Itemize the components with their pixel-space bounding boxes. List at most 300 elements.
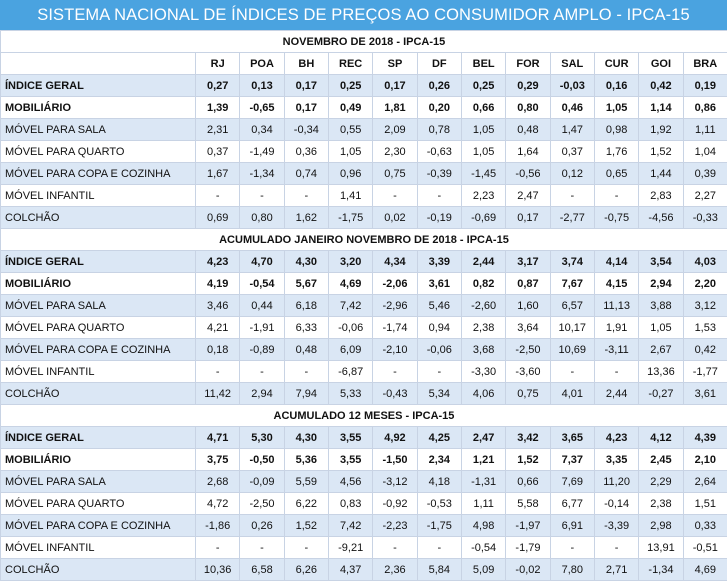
table-cell: -0,34 bbox=[284, 119, 328, 141]
table-cell: -1,91 bbox=[240, 317, 284, 339]
table-cell: -1,34 bbox=[240, 163, 284, 185]
table-cell: 3,39 bbox=[417, 251, 461, 273]
table-cell: 5,67 bbox=[284, 273, 328, 295]
table-cell: 5,36 bbox=[284, 449, 328, 471]
table-cell: -1,31 bbox=[461, 471, 505, 493]
table-row bbox=[1, 339, 727, 361]
table-row bbox=[1, 251, 727, 273]
table-cell: - bbox=[196, 537, 240, 559]
table-cell: 2,27 bbox=[683, 185, 727, 207]
table-cell: -2,96 bbox=[373, 295, 417, 317]
table-cell: 11,20 bbox=[594, 471, 638, 493]
table-cell: 1,21 bbox=[461, 449, 505, 471]
table-cell: 1,92 bbox=[639, 119, 683, 141]
table-cell: 1,52 bbox=[639, 141, 683, 163]
table-row bbox=[1, 75, 727, 97]
table-cell: 0,26 bbox=[417, 75, 461, 97]
table-cell: 0,80 bbox=[506, 97, 550, 119]
table-cell: 11,13 bbox=[594, 295, 638, 317]
table-cell: -1,75 bbox=[328, 207, 372, 229]
table-cell: 3,61 bbox=[417, 273, 461, 295]
table-cell: - bbox=[373, 185, 417, 207]
row-label: ÍNDICE GERAL bbox=[1, 427, 196, 449]
row-label: COLCHÃO bbox=[1, 207, 196, 229]
table-cell: 0,75 bbox=[373, 163, 417, 185]
table-cell: 4,01 bbox=[550, 383, 594, 405]
table-cell: 0,49 bbox=[328, 97, 372, 119]
table-cell: 4,30 bbox=[284, 251, 328, 273]
table-cell: 0,34 bbox=[240, 119, 284, 141]
table-cell: 6,58 bbox=[240, 559, 284, 581]
row-label: ÍNDICE GERAL bbox=[1, 251, 196, 273]
row-label: MÓVEL INFANTIL bbox=[1, 537, 196, 559]
table-cell: 3,74 bbox=[550, 251, 594, 273]
table-cell: 3,46 bbox=[196, 295, 240, 317]
table-row bbox=[1, 317, 727, 339]
table-cell: 2,68 bbox=[196, 471, 240, 493]
table-cell: 5,34 bbox=[417, 383, 461, 405]
table-row bbox=[1, 185, 727, 207]
row-label: MÓVEL PARA QUARTO bbox=[1, 141, 196, 163]
table-cell: 1,52 bbox=[284, 515, 328, 537]
table-cell: - bbox=[284, 537, 328, 559]
table-cell: 5,46 bbox=[417, 295, 461, 317]
table-cell: -0,06 bbox=[328, 317, 372, 339]
section-heading-row bbox=[1, 229, 727, 251]
column-header-row bbox=[1, 53, 727, 75]
table-cell: 0,75 bbox=[506, 383, 550, 405]
table-cell: 0,39 bbox=[683, 163, 727, 185]
table-cell: 11,42 bbox=[196, 383, 240, 405]
table-cell: 0,96 bbox=[328, 163, 372, 185]
table-cell: 0,17 bbox=[284, 75, 328, 97]
table-cell: 4,69 bbox=[683, 559, 727, 581]
table-cell: -1,75 bbox=[417, 515, 461, 537]
row-label: MÓVEL PARA SALA bbox=[1, 119, 196, 141]
row-label: MÓVEL PARA SALA bbox=[1, 295, 196, 317]
table-cell: 4,23 bbox=[594, 427, 638, 449]
table-cell: 1,64 bbox=[506, 141, 550, 163]
table-cell: 0,80 bbox=[240, 207, 284, 229]
row-label: ÍNDICE GERAL bbox=[1, 75, 196, 97]
table-cell: - bbox=[417, 185, 461, 207]
table-cell: 10,36 bbox=[196, 559, 240, 581]
table-cell: 3,20 bbox=[328, 251, 372, 273]
table-row bbox=[1, 295, 727, 317]
table-cell: 1,05 bbox=[594, 97, 638, 119]
table-cell: -1,74 bbox=[373, 317, 417, 339]
table-cell: 0,17 bbox=[506, 207, 550, 229]
table-cell: -9,21 bbox=[328, 537, 372, 559]
table-row bbox=[1, 273, 727, 295]
table-body bbox=[1, 31, 727, 581]
table-cell: 6,22 bbox=[284, 493, 328, 515]
table-cell: -3,11 bbox=[594, 339, 638, 361]
table-cell: 2,44 bbox=[461, 251, 505, 273]
table-cell: -3,60 bbox=[506, 361, 550, 383]
table-cell: -0,53 bbox=[417, 493, 461, 515]
table-row bbox=[1, 559, 727, 581]
table-cell: 0,33 bbox=[683, 515, 727, 537]
table-cell: 1,05 bbox=[461, 119, 505, 141]
column-header: DF bbox=[417, 53, 461, 75]
row-label: MÓVEL PARA COPA E COZINHA bbox=[1, 339, 196, 361]
column-header: BEL bbox=[461, 53, 505, 75]
table-cell: 0,98 bbox=[594, 119, 638, 141]
table-cell: 3,55 bbox=[328, 449, 372, 471]
table-cell: -1,77 bbox=[683, 361, 727, 383]
table-cell: -2,50 bbox=[506, 339, 550, 361]
table-cell: -3,39 bbox=[594, 515, 638, 537]
table-cell: 1,76 bbox=[594, 141, 638, 163]
table-cell: 4,12 bbox=[639, 427, 683, 449]
table-cell: 10,17 bbox=[550, 317, 594, 339]
table-cell: -1,79 bbox=[506, 537, 550, 559]
table-cell: 2,71 bbox=[594, 559, 638, 581]
table-cell: - bbox=[284, 361, 328, 383]
table-cell: -2,50 bbox=[240, 493, 284, 515]
table-cell: -0,50 bbox=[240, 449, 284, 471]
table-cell: -0,06 bbox=[417, 339, 461, 361]
row-label: MÓVEL PARA COPA E COZINHA bbox=[1, 163, 196, 185]
table-cell: - bbox=[196, 361, 240, 383]
row-label: MÓVEL PARA QUARTO bbox=[1, 317, 196, 339]
table-cell: 1,05 bbox=[328, 141, 372, 163]
table-cell: -0,75 bbox=[594, 207, 638, 229]
table-cell: 2,47 bbox=[461, 427, 505, 449]
table-cell: -2,06 bbox=[373, 273, 417, 295]
table-cell: 0,37 bbox=[550, 141, 594, 163]
table-cell: 0,02 bbox=[373, 207, 417, 229]
table-cell: -0,54 bbox=[240, 273, 284, 295]
table-cell: 0,86 bbox=[683, 97, 727, 119]
table-cell: 2,10 bbox=[683, 449, 727, 471]
table-cell: 3,88 bbox=[639, 295, 683, 317]
table-cell: 4,92 bbox=[373, 427, 417, 449]
table-cell: 0,66 bbox=[461, 97, 505, 119]
table-cell: -0,33 bbox=[683, 207, 727, 229]
table-cell: 13,91 bbox=[639, 537, 683, 559]
table-cell: 0,19 bbox=[683, 75, 727, 97]
section-heading-row bbox=[1, 405, 727, 427]
table-cell: -0,39 bbox=[417, 163, 461, 185]
table-cell: -4,56 bbox=[639, 207, 683, 229]
table-cell: 1,51 bbox=[683, 493, 727, 515]
row-label: MÓVEL PARA SALA bbox=[1, 471, 196, 493]
table-cell: 4,15 bbox=[594, 273, 638, 295]
page-title: SISTEMA NACIONAL DE ÍNDICES DE PREÇOS AO CONSUMIDOR AMPLO - IPCA-15 bbox=[0, 0, 727, 30]
table-cell: 0,20 bbox=[417, 97, 461, 119]
table-cell: 2,83 bbox=[639, 185, 683, 207]
table-cell: - bbox=[594, 537, 638, 559]
table-cell: 10,69 bbox=[550, 339, 594, 361]
table-cell: 2,36 bbox=[373, 559, 417, 581]
column-header: FOR bbox=[506, 53, 550, 75]
table-cell: 0,74 bbox=[284, 163, 328, 185]
column-header: BH bbox=[284, 53, 328, 75]
table-cell: 4,34 bbox=[373, 251, 417, 273]
table-cell: 4,69 bbox=[328, 273, 372, 295]
table-cell: - bbox=[373, 361, 417, 383]
table-cell: 2,29 bbox=[639, 471, 683, 493]
table-cell: 2,94 bbox=[240, 383, 284, 405]
table-cell: 7,69 bbox=[550, 471, 594, 493]
table-cell: 6,77 bbox=[550, 493, 594, 515]
table-cell: 3,35 bbox=[594, 449, 638, 471]
table-cell: 0,17 bbox=[373, 75, 417, 97]
table-cell: -0,19 bbox=[417, 207, 461, 229]
table-cell: 0,82 bbox=[461, 273, 505, 295]
column-header: REC bbox=[328, 53, 372, 75]
table-cell: -1,34 bbox=[639, 559, 683, 581]
table-cell: -1,45 bbox=[461, 163, 505, 185]
table-cell: 4,18 bbox=[417, 471, 461, 493]
table-cell: 0,65 bbox=[594, 163, 638, 185]
table-cell: 1,60 bbox=[506, 295, 550, 317]
table-cell: 1,53 bbox=[683, 317, 727, 339]
table-cell: 0,87 bbox=[506, 273, 550, 295]
table-cell: 2,47 bbox=[506, 185, 550, 207]
table-cell: 0,44 bbox=[240, 295, 284, 317]
table-cell: 3,12 bbox=[683, 295, 727, 317]
column-header: SAL bbox=[550, 53, 594, 75]
section-heading: ACUMULADO JANEIRO NOVEMBRO DE 2018 - IPCA-15 bbox=[1, 229, 727, 251]
table-cell: 2,20 bbox=[683, 273, 727, 295]
table-cell: -1,49 bbox=[240, 141, 284, 163]
table-cell: 0,13 bbox=[240, 75, 284, 97]
table-row bbox=[1, 427, 727, 449]
table-cell: 1,62 bbox=[284, 207, 328, 229]
table-cell: 3,17 bbox=[506, 251, 550, 273]
table-cell: 0,17 bbox=[284, 97, 328, 119]
table-cell: 4,98 bbox=[461, 515, 505, 537]
table-cell: 2,30 bbox=[373, 141, 417, 163]
table-cell: -0,09 bbox=[240, 471, 284, 493]
table-cell: -0,54 bbox=[461, 537, 505, 559]
column-header: CUR bbox=[594, 53, 638, 75]
table-cell: -6,87 bbox=[328, 361, 372, 383]
table-cell: 1,05 bbox=[639, 317, 683, 339]
table-cell: 2,44 bbox=[594, 383, 638, 405]
table-cell: - bbox=[594, 185, 638, 207]
column-header: POA bbox=[240, 53, 284, 75]
table-cell: 7,42 bbox=[328, 295, 372, 317]
section-heading: NOVEMBRO DE 2018 - IPCA-15 bbox=[1, 31, 727, 53]
table-cell: 2,67 bbox=[639, 339, 683, 361]
table-cell: 3,75 bbox=[196, 449, 240, 471]
table-cell: -0,65 bbox=[240, 97, 284, 119]
table-cell: 1,11 bbox=[461, 493, 505, 515]
table-cell: - bbox=[594, 361, 638, 383]
table-cell: - bbox=[550, 185, 594, 207]
table-row bbox=[1, 383, 727, 405]
table-cell: 2,34 bbox=[417, 449, 461, 471]
table-cell: 0,83 bbox=[328, 493, 372, 515]
table-cell: - bbox=[550, 361, 594, 383]
table-cell: 1,67 bbox=[196, 163, 240, 185]
table-cell: 4,56 bbox=[328, 471, 372, 493]
row-label: COLCHÃO bbox=[1, 383, 196, 405]
table-cell: 0,16 bbox=[594, 75, 638, 97]
table-row bbox=[1, 537, 727, 559]
table-cell: - bbox=[240, 361, 284, 383]
table-cell: 6,09 bbox=[328, 339, 372, 361]
table-cell: 1,14 bbox=[639, 97, 683, 119]
table-cell: 6,91 bbox=[550, 515, 594, 537]
row-label: MÓVEL INFANTIL bbox=[1, 185, 196, 207]
table-cell: -0,89 bbox=[240, 339, 284, 361]
table-cell: -3,12 bbox=[373, 471, 417, 493]
section-heading: ACUMULADO 12 MESES - IPCA-15 bbox=[1, 405, 727, 427]
table-cell: -1,86 bbox=[196, 515, 240, 537]
row-label: MÓVEL PARA COPA E COZINHA bbox=[1, 515, 196, 537]
table-cell: - bbox=[240, 185, 284, 207]
row-label: MÓVEL PARA QUARTO bbox=[1, 493, 196, 515]
table-cell: -1,97 bbox=[506, 515, 550, 537]
table-cell: 5,58 bbox=[506, 493, 550, 515]
table-cell: -0,03 bbox=[550, 75, 594, 97]
table-cell: 2,38 bbox=[461, 317, 505, 339]
table-row bbox=[1, 361, 727, 383]
table-cell: 3,68 bbox=[461, 339, 505, 361]
table-cell: 13,36 bbox=[639, 361, 683, 383]
table-cell: 4,39 bbox=[683, 427, 727, 449]
table-cell: 0,48 bbox=[284, 339, 328, 361]
table-cell: 3,54 bbox=[639, 251, 683, 273]
table-cell: 0,36 bbox=[284, 141, 328, 163]
table-cell: 4,03 bbox=[683, 251, 727, 273]
table-cell: -0,92 bbox=[373, 493, 417, 515]
table-cell: 0,37 bbox=[196, 141, 240, 163]
table-row bbox=[1, 163, 727, 185]
table-cell: 0,42 bbox=[683, 339, 727, 361]
table-cell: 1,91 bbox=[594, 317, 638, 339]
table-row bbox=[1, 493, 727, 515]
table-cell: 1,44 bbox=[639, 163, 683, 185]
table-cell: 7,80 bbox=[550, 559, 594, 581]
table-cell: 1,04 bbox=[683, 141, 727, 163]
table-cell: 5,59 bbox=[284, 471, 328, 493]
table-cell: 7,37 bbox=[550, 449, 594, 471]
table-cell: 0,25 bbox=[328, 75, 372, 97]
table-cell: 0,66 bbox=[506, 471, 550, 493]
table-cell: 2,45 bbox=[639, 449, 683, 471]
table-cell: 0,26 bbox=[240, 515, 284, 537]
row-label: MOBILIÁRIO bbox=[1, 97, 196, 119]
table-cell: 1,41 bbox=[328, 185, 372, 207]
table-cell: 7,42 bbox=[328, 515, 372, 537]
table-cell: -0,63 bbox=[417, 141, 461, 163]
table-cell: - bbox=[196, 185, 240, 207]
table-cell: -0,27 bbox=[639, 383, 683, 405]
ipca-table bbox=[0, 30, 727, 581]
table-cell: 6,33 bbox=[284, 317, 328, 339]
table-cell: 0,46 bbox=[550, 97, 594, 119]
table-cell: 2,09 bbox=[373, 119, 417, 141]
table-cell: -3,30 bbox=[461, 361, 505, 383]
table-cell: 7,67 bbox=[550, 273, 594, 295]
table-cell: - bbox=[550, 537, 594, 559]
table-cell: 5,84 bbox=[417, 559, 461, 581]
table-cell: 4,23 bbox=[196, 251, 240, 273]
table-cell: - bbox=[284, 185, 328, 207]
table-cell: 1,05 bbox=[461, 141, 505, 163]
table-cell: 4,70 bbox=[240, 251, 284, 273]
column-header: BRA bbox=[683, 53, 727, 75]
table-cell: -0,02 bbox=[506, 559, 550, 581]
table-cell: -2,23 bbox=[373, 515, 417, 537]
table-cell: 7,94 bbox=[284, 383, 328, 405]
table-cell: - bbox=[373, 537, 417, 559]
table-cell: 6,57 bbox=[550, 295, 594, 317]
table-cell: - bbox=[417, 361, 461, 383]
table-cell: 6,18 bbox=[284, 295, 328, 317]
column-header: RJ bbox=[196, 53, 240, 75]
table-cell: 4,21 bbox=[196, 317, 240, 339]
table-cell: -0,56 bbox=[506, 163, 550, 185]
table-cell: 4,30 bbox=[284, 427, 328, 449]
table-cell: 0,29 bbox=[506, 75, 550, 97]
table-cell: 2,98 bbox=[639, 515, 683, 537]
table-cell: 2,38 bbox=[639, 493, 683, 515]
table-cell: 0,27 bbox=[196, 75, 240, 97]
table-row bbox=[1, 141, 727, 163]
table-cell: -0,14 bbox=[594, 493, 638, 515]
table-cell: 5,09 bbox=[461, 559, 505, 581]
table-cell: - bbox=[240, 537, 284, 559]
table-cell: 4,37 bbox=[328, 559, 372, 581]
column-header: SP bbox=[373, 53, 417, 75]
section-heading-row bbox=[1, 31, 727, 53]
table-row bbox=[1, 97, 727, 119]
table-cell: 4,19 bbox=[196, 273, 240, 295]
table-row bbox=[1, 515, 727, 537]
table-cell: 6,26 bbox=[284, 559, 328, 581]
table-cell: -0,51 bbox=[683, 537, 727, 559]
table-cell: -0,43 bbox=[373, 383, 417, 405]
table-cell: 2,31 bbox=[196, 119, 240, 141]
table-cell: 3,65 bbox=[550, 427, 594, 449]
table-row bbox=[1, 119, 727, 141]
row-label: COLCHÃO bbox=[1, 559, 196, 581]
table-cell: 4,25 bbox=[417, 427, 461, 449]
table-cell: 5,30 bbox=[240, 427, 284, 449]
table-cell: 0,25 bbox=[461, 75, 505, 97]
table-cell: 4,71 bbox=[196, 427, 240, 449]
table-cell: 3,64 bbox=[506, 317, 550, 339]
table-cell: 1,47 bbox=[550, 119, 594, 141]
table-cell: 2,64 bbox=[683, 471, 727, 493]
table-cell: -2,10 bbox=[373, 339, 417, 361]
table-cell: 4,14 bbox=[594, 251, 638, 273]
table-cell: -0,69 bbox=[461, 207, 505, 229]
table-cell: 4,06 bbox=[461, 383, 505, 405]
table-cell: 1,81 bbox=[373, 97, 417, 119]
table-cell: -2,77 bbox=[550, 207, 594, 229]
table-cell: 1,52 bbox=[506, 449, 550, 471]
table-cell: 0,94 bbox=[417, 317, 461, 339]
table-cell: 3,42 bbox=[506, 427, 550, 449]
table-cell: 0,55 bbox=[328, 119, 372, 141]
table-cell: 1,11 bbox=[683, 119, 727, 141]
table-cell: 2,23 bbox=[461, 185, 505, 207]
row-label: MOBILIÁRIO bbox=[1, 273, 196, 295]
table-cell: 0,42 bbox=[639, 75, 683, 97]
table-cell: 0,12 bbox=[550, 163, 594, 185]
table-row bbox=[1, 207, 727, 229]
row-label: MOBILIÁRIO bbox=[1, 449, 196, 471]
row-label: MÓVEL INFANTIL bbox=[1, 361, 196, 383]
